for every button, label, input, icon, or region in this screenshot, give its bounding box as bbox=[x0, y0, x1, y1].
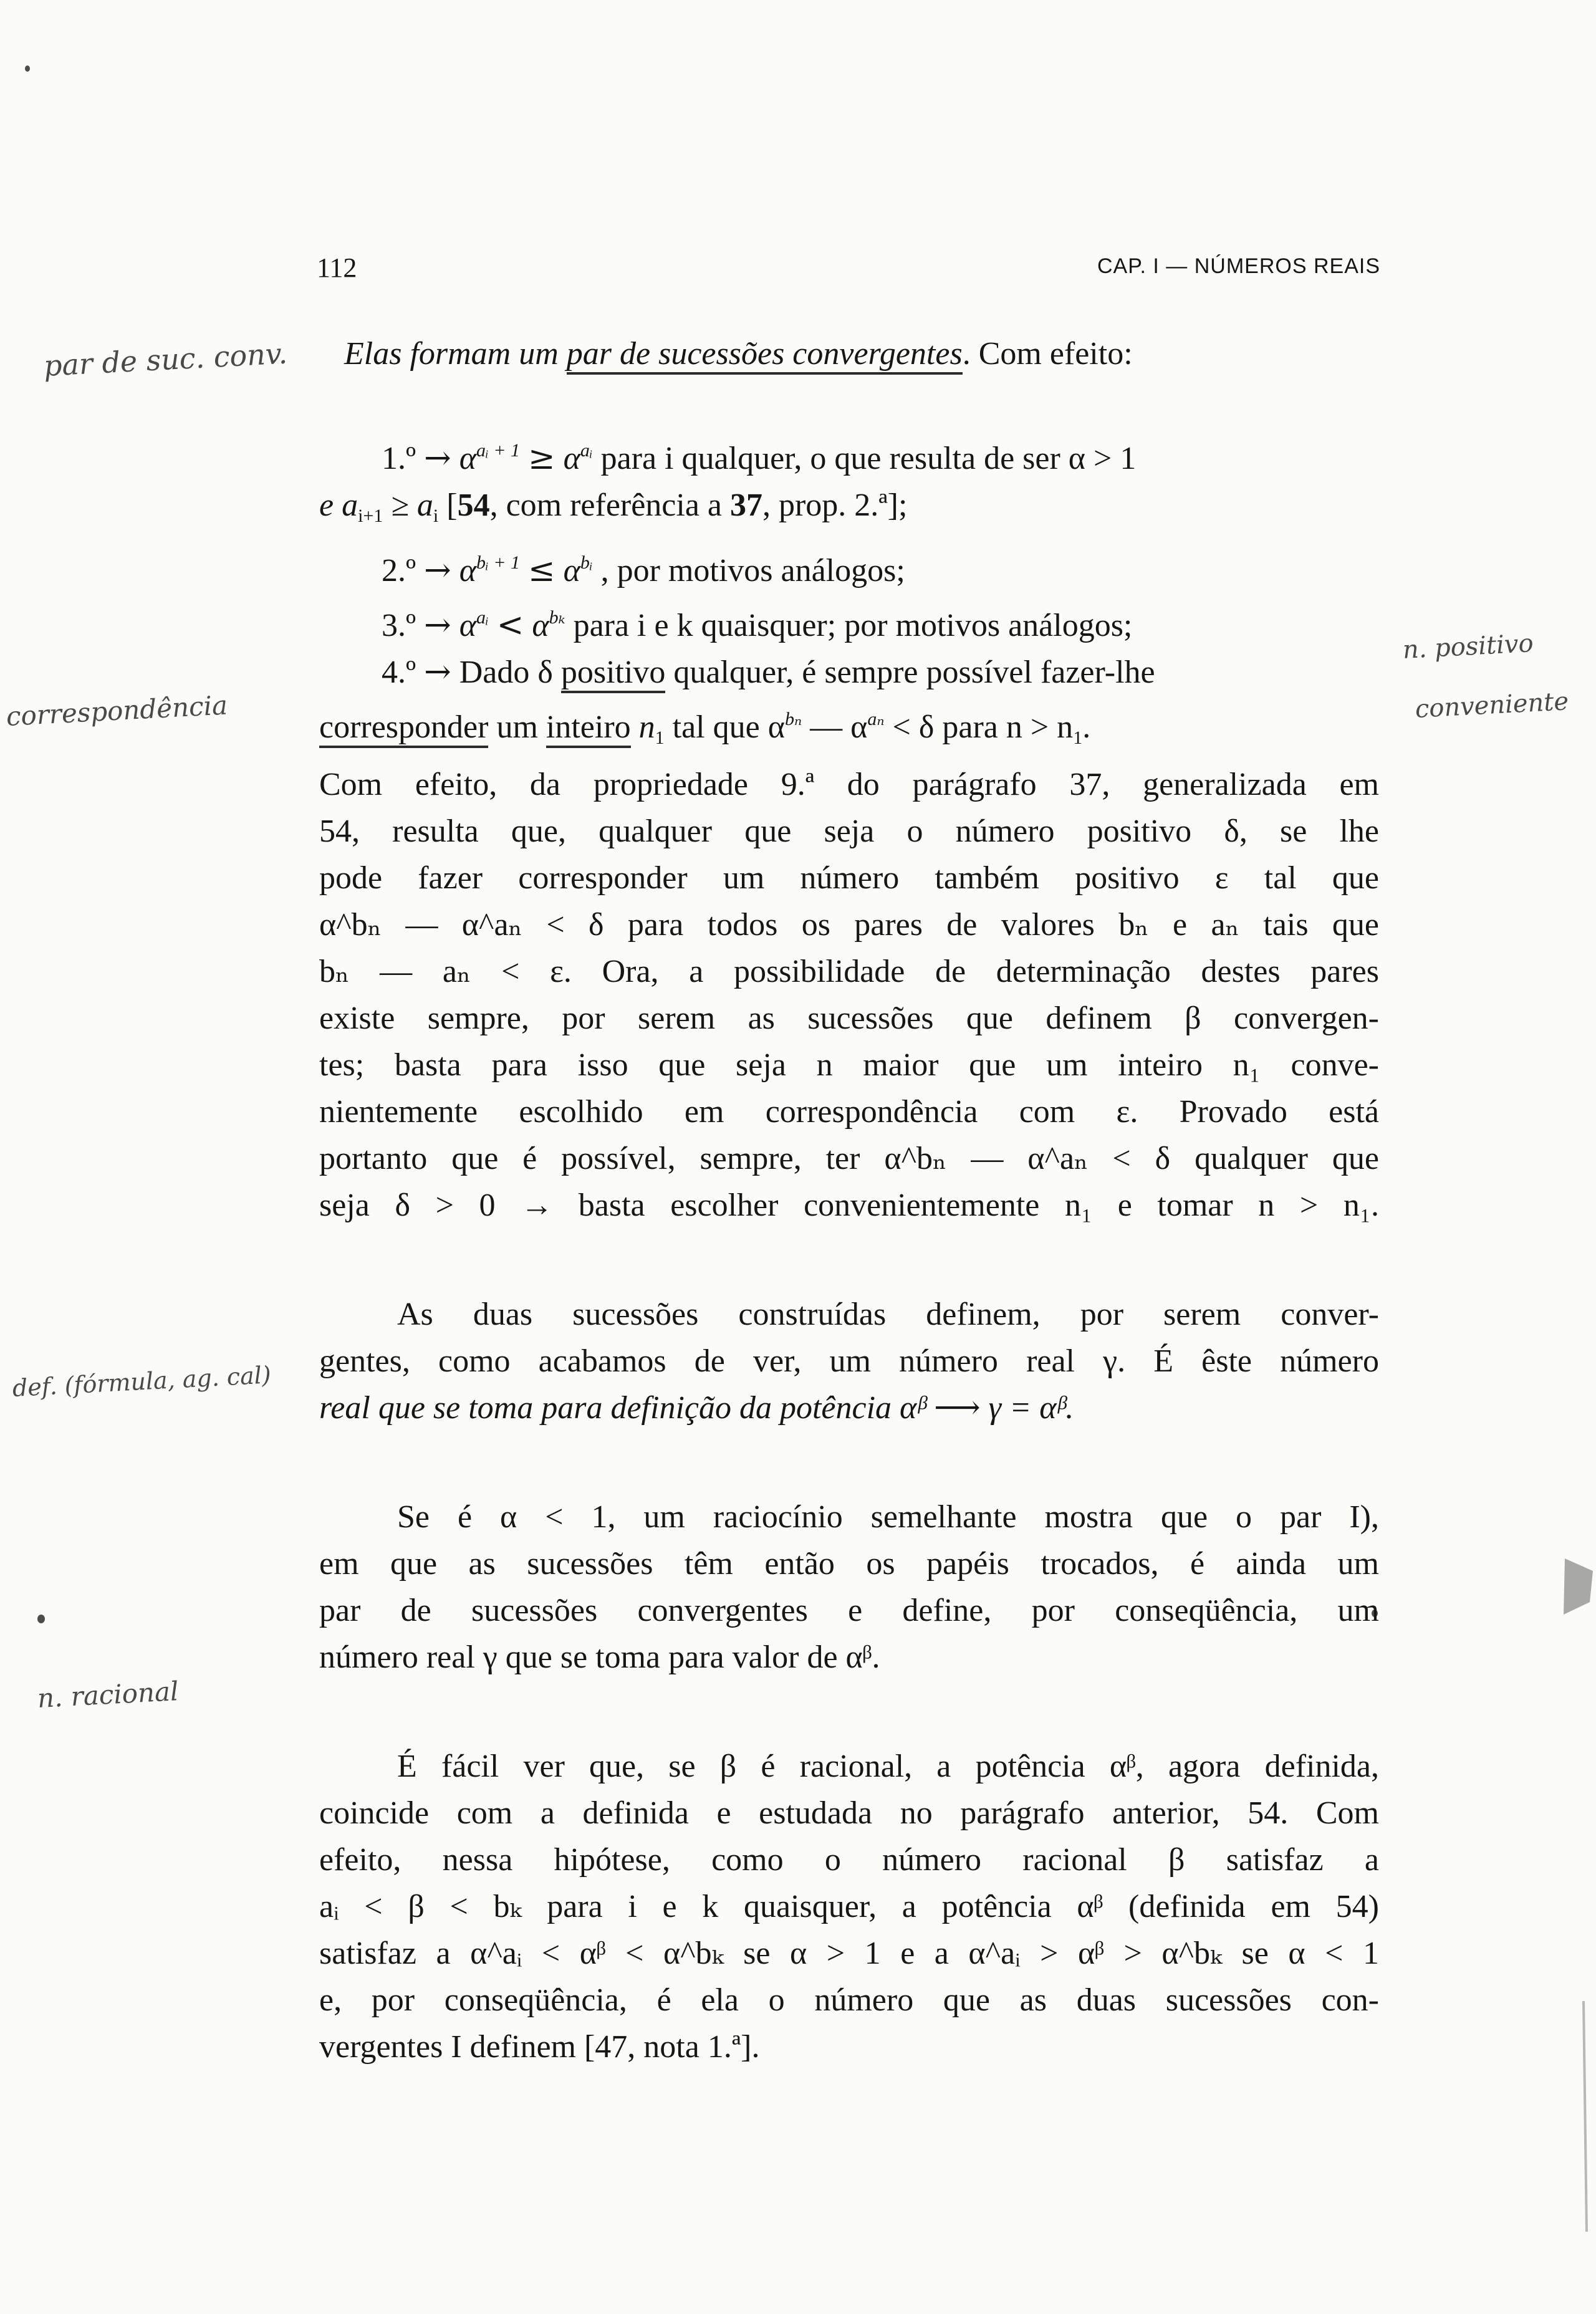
paragraph-line: aᵢ < β < bₖ para i e k quaisquer, a potência αᵝ (definida em 54) bbox=[319, 1889, 1379, 1924]
paragraph-line: par de sucessões convergentes e define, por conseqüência, um bbox=[319, 1593, 1379, 1628]
proof-line: nientemente escolhido em correspondência com ε. Provado está bbox=[319, 1094, 1379, 1130]
margin-note-definition: def. (fórmula, ag. cal) bbox=[11, 1361, 272, 1402]
paragraph-line: e, por conseqüência, é ela o número que as duas sucessões con- bbox=[319, 1982, 1379, 2018]
paragraph-line: satisfaz a α^aᵢ < αᵝ < α^bₖ se α > 1 e a α^aᵢ > αᵝ > α^bₖ se α < 1 bbox=[319, 1936, 1380, 1971]
proof-line: α^bₙ — α^aₙ < δ para todos os pares de valores bₙ e aₙ tais que bbox=[319, 907, 1379, 943]
proof-line: Com efeito, da propriedade 9.ª do parágrafo 37, generalizada em bbox=[319, 767, 1379, 802]
paragraph-line: efeito, nessa hipótese, como o número racional β satisfaz a bbox=[319, 1842, 1379, 1878]
paragraph-line: em que as sucessões têm então os papéis trocados, é ainda um bbox=[319, 1546, 1379, 1582]
paragraph-line: coincide com a definida e estudada no parágrafo anterior, 54. Com bbox=[319, 1795, 1379, 1831]
paragraph-line: real que se toma para definição da potência αᵝ ⟶ γ = αᵝ. bbox=[319, 1390, 1074, 1426]
scan-edge-mark bbox=[1559, 1546, 1596, 1633]
paragraph-line: gentes, como acabamos de ver, um número real γ. É êste número bbox=[319, 1343, 1379, 1379]
item-4: 4.º → Dado δ positivo qualquer, é sempre possível fazer-lhe bbox=[319, 649, 1379, 696]
margin-note-pair: par de suc. conv. bbox=[42, 336, 289, 383]
handwritten-underline: corresponder bbox=[319, 709, 488, 748]
proof-line: portanto que é possível, sempre, ter α^bₙ — α^aₙ < δ qualquer que bbox=[319, 1141, 1379, 1176]
proof-line: pode fazer corresponder um número também positivo ε tal que bbox=[319, 860, 1379, 896]
margin-note-convenient: conveniente bbox=[1414, 687, 1570, 724]
proof-line: bₙ — aₙ < ε. Ora, a possibilidade de determinação destes pares bbox=[319, 954, 1379, 989]
margin-note-positive: n. positivo bbox=[1401, 629, 1534, 665]
item-2: 2.º → $\alpha^{bᵢ + 1} \le \alpha^{bᵢ}$ , por motivos análogos; bbox=[382, 552, 905, 589]
item-1: 1.º → $\alpha^{aᵢ + 1} \ge \alpha^{aᵢ}$ para i qualquer, o que resulta de ser α > 1 bbox=[382, 439, 1137, 477]
handwritten-underline: par de sucessões convergentes bbox=[567, 336, 963, 375]
running-head bbox=[317, 252, 1380, 289]
paragraph-line: Se é α < 1, um raciocínio semelhante mostra que o par I), bbox=[397, 1499, 1379, 1535]
paragraph-line: número real γ que se toma para valor de αᵝ. bbox=[319, 1639, 880, 1675]
handwritten-underline: inteiro bbox=[546, 709, 631, 748]
page-number: 112 bbox=[317, 252, 357, 283]
handwritten-underline: positivo bbox=[561, 655, 666, 693]
item-4-continued: corresponder um inteiro $n_1$ tal que $\alpha^{b_n}$ — $\alpha^{a_n} < \delta$ para $n > n_1$. bbox=[319, 709, 1091, 748]
scan-edge-mark bbox=[1559, 1995, 1596, 2244]
proof-line: seja δ > 0 → basta escolher convenientemente n₁ e tomar n > n₁. bbox=[319, 1188, 1379, 1223]
intro-line: Elas formam um par de sucessões convergentes. Com efeito: bbox=[319, 330, 1379, 377]
proof-line: existe sempre, por serem as sucessões que definem β convergen- bbox=[319, 1001, 1379, 1036]
paragraph-line: É fácil ver que, se β é racional, a potência αᵝ, agora definida, bbox=[397, 1749, 1379, 1784]
ink-speck bbox=[37, 1615, 45, 1623]
chapter-title: CAP. I — NÚMEROS REAIS bbox=[1097, 254, 1380, 278]
ink-speck bbox=[25, 65, 30, 72]
body-text bbox=[319, 330, 1379, 2070]
margin-note-correspondence: correspondência bbox=[5, 689, 229, 732]
paragraph-line: vergentes I definem [47, nota 1.ª]. bbox=[319, 2029, 760, 2065]
proof-line: tes; basta para isso que seja n maior que um inteiro n₁ conve- bbox=[319, 1047, 1379, 1083]
item-3: 3.º → $\alpha^{aᵢ} < \alpha^{b_k}$ para i e k quaisquer; por motivos análogos; bbox=[382, 607, 1133, 644]
proof-line: 54, resulta que, qualquer que seja o número positivo δ, se lhe bbox=[319, 814, 1379, 849]
margin-note-rational: n. racional bbox=[36, 1676, 180, 1714]
paragraph-line: As duas sucessões construídas definem, por serem conver- bbox=[397, 1297, 1379, 1332]
item-1-continued: e $a_{i+1} \ge a_i$ [54, com referência a 37, prop. 2.ª]; bbox=[319, 487, 908, 526]
